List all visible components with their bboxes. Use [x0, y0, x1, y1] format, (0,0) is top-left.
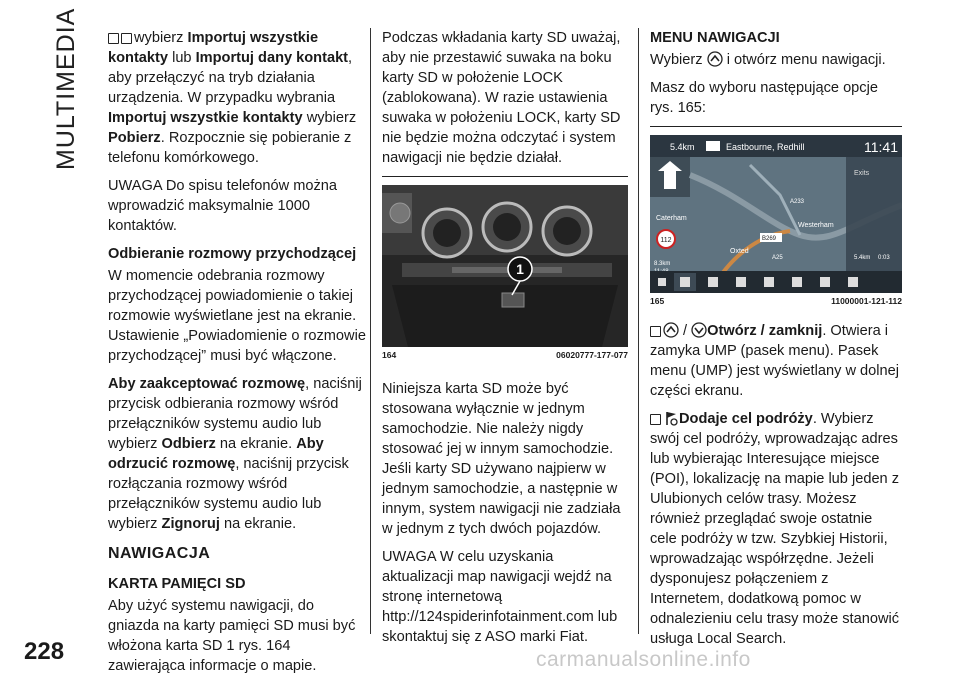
- callout-1: 1: [516, 261, 524, 277]
- navigation-screen: [650, 135, 902, 293]
- heading-navigation: NAWIGACJA: [108, 545, 211, 562]
- svg-text:Oxted: Oxted: [730, 248, 749, 255]
- svg-text:11:41: 11:41: [864, 139, 898, 155]
- figure-number: 165: [650, 296, 665, 306]
- svg-text:A233: A233: [790, 199, 805, 205]
- column-divider-1: [370, 28, 371, 634]
- paragraph-lock: Podczas wkładania karty SD uważaj, aby nie przestawić suwaka na boku karty SD w położenie LOCK (zablokowana). W razie ustawienia suwaka w położeniu LOCK, karty SD nie będzie można odczytać i system nawigacji nie będzie działał.: [382, 30, 621, 166]
- figure-rule: [382, 176, 628, 177]
- svg-text:5.4km: 5.4km: [854, 255, 871, 261]
- figure-165: [650, 126, 902, 307]
- checkbox-icon: [121, 33, 132, 44]
- note-update: UWAGA W celu uzyskania aktualizacji map nawigacji wejdź na stronę internetową http://124spiderinfotainment.com lub skontaktuj się z ASO marki Fiat.: [382, 549, 618, 645]
- svg-text:Eastbourne, Redhill: Eastbourne, Redhill: [726, 142, 805, 152]
- svg-text:5.4km: 5.4km: [670, 142, 695, 152]
- svg-text:0:03: 0:03: [878, 255, 890, 261]
- svg-text:8.3km: 8.3km: [654, 261, 671, 267]
- heading-nav-menu: MENU NAWIGACJI: [650, 30, 780, 46]
- dashboard-photo: [382, 185, 628, 347]
- navigation-icon: [707, 51, 723, 67]
- figure-number: 164: [382, 350, 397, 360]
- figure-164: [382, 176, 628, 361]
- paragraph-single-car: Niniejsza karta SD może być stosowana wyłącznie w jednym samochodzie. Nie należy nigdy stosować jej w innym samochodzie. Jeśli karty SD używano najpierw w jednym samochodzie, a następnie w innym, system nawigacji nie zadziała w jednym z tych dwóch pojazdów.: [382, 381, 621, 537]
- dashboard-illustration: [382, 185, 628, 347]
- navigation-screen-illustration: [650, 135, 902, 293]
- svg-text:Exits: Exits: [854, 170, 870, 177]
- svg-text:A25: A25: [772, 255, 783, 261]
- svg-text:Caterham: Caterham: [656, 215, 687, 222]
- figure-code: 06020777-177-077: [556, 350, 628, 360]
- checkbox-icon: [650, 326, 661, 337]
- svg-text:112: 112: [660, 237, 672, 244]
- figure-caption: [382, 349, 628, 361]
- svg-text:B269: B269: [762, 236, 777, 242]
- figure-rule: [650, 126, 902, 127]
- chevron-up-icon: [663, 322, 679, 338]
- paragraph-accept-reject: Aby zaakceptować rozmowę, naciśnij przycisk odbierania rozmowy wśród przełączników systemu audio lub wybierz Odbierz na ekranie. Aby odrzucić rozmowę, naciśnij przycisk rozłączania rozmowy wśród przełączników systemu audio lub wybierz Zignoruj na ekranie.: [108, 376, 362, 532]
- column-1: [108, 28, 366, 684]
- figure-code: 11000001-121-112: [831, 296, 902, 306]
- figure-caption: [650, 295, 902, 307]
- section-label: MULTIMEDIA: [52, 7, 80, 170]
- watermark: carmanualsonline.info: [536, 648, 751, 671]
- paragraph-incoming-call: W momencie odebrania rozmowy przychodzącej powiadomienie o takiej rozmowie wyświetlane jest na ekranie. Ustawienie „Powiadomienie o rozmowie przychodzącej” musi być włączone.: [108, 268, 366, 364]
- column-3: [650, 28, 902, 657]
- column-divider-2: [638, 28, 639, 634]
- checkbox-icon: [650, 414, 661, 425]
- paragraph-options: Masz do wyboru następujące opcje rys. 165:: [650, 80, 878, 116]
- paragraph-open-close: / Otwórz / zamknij. Otwiera i zamyka UMP (pasek menu). Pasek menu (UMP) jest wyświetlany w dolnej części ekranu.: [650, 323, 899, 399]
- heading-incoming-call: Odbieranie rozmowy przychodzącej: [108, 246, 357, 262]
- svg-text:Westerham: Westerham: [798, 222, 834, 229]
- paragraph-sd-card: Aby użyć systemu nawigacji, do gniazda na karty pamięci SD musi być włożona karta SD 1 rys. 164 zawierająca informacje o mapie.: [108, 598, 356, 674]
- paragraph-import: wybierz Importuj wszystkie kontakty lub Importuj dany kontakt, aby przełączyć na tryb działania urządzenia. W przypadku wybrania Importuj wszystkie kontakty wybierz Pobierz. Rozpocznie się pobieranie z telefonu komórkowego.: [108, 30, 357, 166]
- heading-sd-card: KARTA PAMIĘCI SD: [108, 576, 246, 592]
- destination-flag-icon: [663, 410, 679, 426]
- chevron-down-icon: [691, 322, 707, 338]
- page-number: 228: [24, 638, 65, 665]
- paragraph-add-destination: Dodaje cel podróży. Wybierz swój cel podróży, wprowadzając adres lub wybierając Interesujące miejsce (POI), lokalizację na mapie lub jeden z Ulubionych celów trasy. Możesz również przeglądać swoje ostatnie cele podróży w tzw. Szybkiej Historii, wprowadzając współrzędne. Jeżeli dysponujesz połączeniem z Internetem, dodatkową pomoc w odnalezieniu celu trasy może stanowić usługa Local Search.: [650, 411, 900, 647]
- checkbox-icon: [108, 33, 119, 44]
- paragraph-select-menu: Wybierz i otwórz menu nawigacji.: [650, 52, 886, 68]
- column-2: [382, 28, 628, 655]
- note-contacts: UWAGA Do spisu telefonów można wprowadzić maksymalnie 1000 kontaktów.: [108, 178, 338, 234]
